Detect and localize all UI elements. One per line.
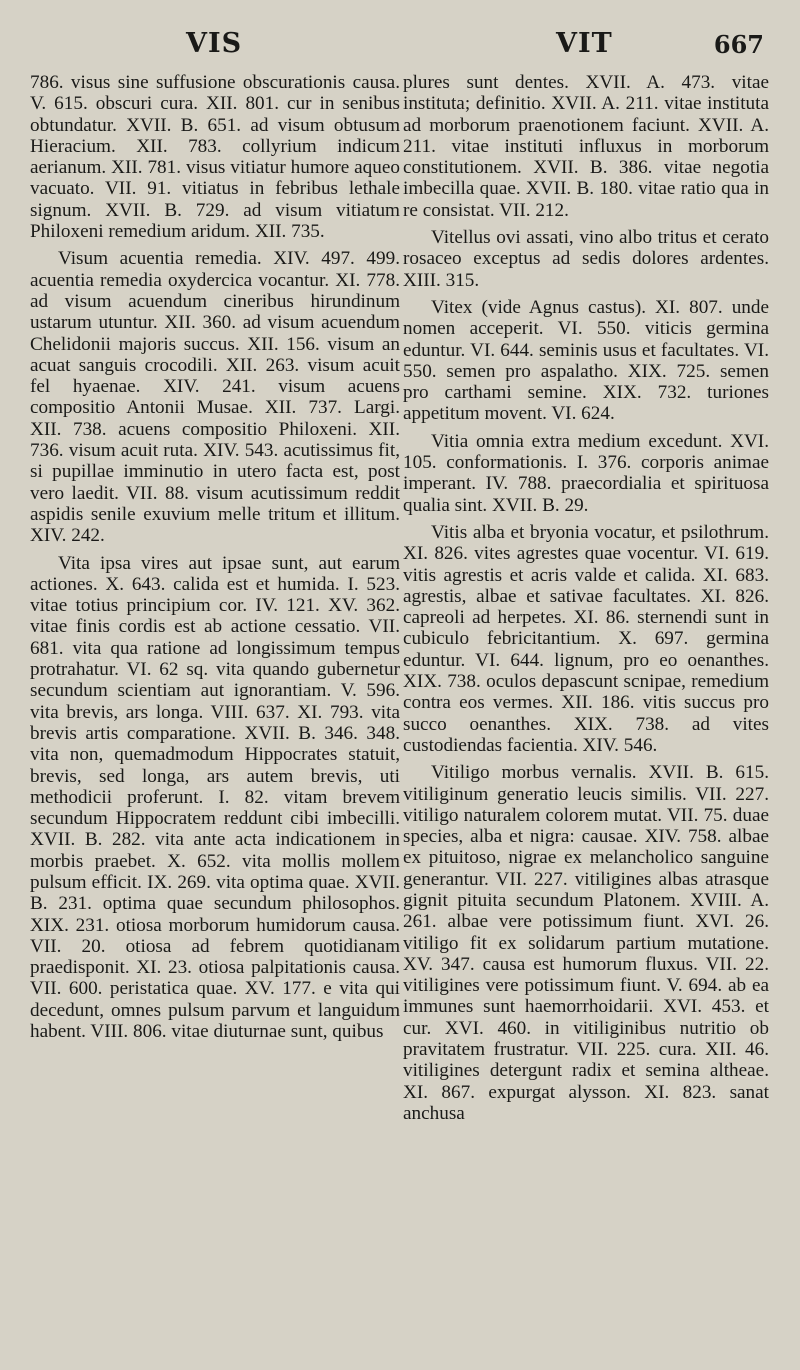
entry-vita: Vita ipsa vires aut ipsae sunt, aut earum actiones. X. 643. calida est et humida. I. 523. vitae totius principium cor. IV. 121. XV. 362. vitae finis cordis est ab actione cessatio. VII. 681. vita qua ratione ad longissimum tempus protrahatur. VI. 62 sq. vita quando gubernetur secundum scientiam aut ignorantiam. V. 596. vita brevis, ars longa. VIII. 637. XI. 793. vita brevis artis comparatione. XVII. B. 346. 348. vita non, quemadmodum Hippocrates statuit, brevis, sed longa, ars autem brevis, uti methodicii proferunt. I. 82. vitam brevem secundum Hippocratem reddunt cibi imbecilli. XVII. B. 282. vita ante acta indicationem in morbis praebet. X. 652. vita mollis mollem pulsum efficit. IX. 269. vita optima quae. XVII. B. 231. optima quae secundum philosophos. XIX. 231. otiosa morborum humidorum causa. VII. 20. otiosa ad febrem quotidianam praedisponit. XI. 23. otiosa palpitationis causa. VII. 600. peristatica quae. XV. 177. e vita qui decedunt, omnes pulsum parvum et languidum habent. VIII. 806. vitae diuturnae sunt, quibus bbox=[30, 552, 400, 1043]
page-header bbox=[0, 28, 800, 62]
entry-visum: Visum acuentia remedia. XIV. 497. 499. acuentia remedia oxydercica vocantur. XI. 778. ad visum acuendum cineribus hirundinum ustarum utuntur. XII. 360. ad visum acuendum Chelidonii majoris succus. XII. 156. visum an acuat sanguis crocodili. XII. 263. visum acuit fel hyaenae. XIV. 241. visum acuens compositio Antonii Musae. XII. 737. Largi. XII. 738. acuens compositio Philoxeni. XII. 736. visum acuit ruta. XIV. 543. acutissimus fit, si pupillae imminutio in utero facta est, post vero laedit. VII. 88. visum acutissimum reddit aspidis senile exuvium melle tritum et illitum. XIV. 242. bbox=[30, 248, 400, 547]
entry-vitia: Vitia omnia extra medium excedunt. XVI. 105. conformationis. I. 376. corporis animae imperant. IV. 788. praecordialia et spirituosa qualia sint. XVII. B. 29. bbox=[403, 430, 769, 516]
right-column bbox=[403, 72, 769, 1130]
left-column bbox=[30, 72, 400, 1048]
entry-vitis: Vitis alba et bryonia vocatur, et psilothrum. XI. 826. vites agrestes quae vocentur. VI. 619. vitis agrestis et acris valde et calida. XI. 683. agrestis, albae et sativae facultates. XI. 826. capreoli ad herpetes. XI. 86. sternendi sunt in cubiculo febricitantium. X. 697. germina eduntur. VI. 644. lignum, pro eo oenanthes. XIX. 738. oculos depascunt scnipae, remedium contra eos vermes. XII. 186. vitis succus pro succo oenanthes. XIX. 738. ad vites custodiendas facientia. XIV. 546. bbox=[403, 521, 769, 756]
entry-vitex: Vitex (vide Agnus castus). XI. 807. unde nomen acceperit. VI. 550. viticis germina eduntur. VI. 644. seminis usus et facultates. VI. 550. semen pro aspalatho. XIX. 725. semen pro carthami semine. XIX. 732. turiones appetitum movent. VI. 624. bbox=[403, 296, 769, 425]
entry-visus-continued: 786. visus sine suffusione obscurationis causa. V. 615. obscuri cura. XII. 801. cur in senibus obtundatur. XVII. B. 651. ad visum obtusum Hieracium. XII. 783. collyrium indicum aerianum. XII. 781. visus vitiatur humore aqueo vacuato. VII. 91. vitiatus in febribus lethale signum. XVII. B. 729. ad visum vitiatum Philoxeni remedium aridum. XII. 735. bbox=[30, 72, 400, 243]
entry-vitiligo: Vitiligo morbus vernalis. XVII. B. 615. vitiliginum generatio leucis similis. VII. 227. vitiligo naturalem colorem mutat. VII. 75. duae species, alba et nigra: causae. XIV. 758. albae ex pituitoso, nigrae ex melancholico sanguine generantur. VII. 227. vitiligines albas atrasque gignit pituita secundum Platonem. XVIII. A. 261. albae vere potissimum fiunt. XVI. 26. vitiligo fit ex solidarum partium mutatione. XV. 347. causa est humorum fluxus. VII. 22. vitiligines vere potissimum fiunt. V. 694. ab ea immunes sunt haemorrhoidarii. XVI. 453. et cur. XVI. 460. in vitiliginibus nutritio ob pravitatem frustratur. VII. 225. cura. XII. 46. vitiligines detergunt radix et semina altheae. XI. 867. expurgat alysson. XI. 823. sanat anchusa bbox=[403, 762, 769, 1124]
header-left-word: VIS bbox=[186, 28, 243, 59]
page-number: 667 bbox=[713, 30, 764, 59]
entry-vitellus: Vitellus ovi assati, vino albo tritus et cerato rosaceo exceptus ad sedis dolores ardentes. XIII. 315. bbox=[403, 227, 769, 291]
header-right-word: VIT bbox=[556, 28, 613, 59]
entry-vita-continued: plures sunt dentes. XVII. A. 473. vitae instituta; definitio. XVII. A. 211. vitae instituta ad morborum praenotionem faciunt. XVII. A. 211. vitae instituti influxus in morborum constitutionem. XVII. B. 386. vitae negotia imbecilla quae. XVII. B. 180. vitae ratio qua in re consistat. VII. 212. bbox=[403, 72, 769, 221]
